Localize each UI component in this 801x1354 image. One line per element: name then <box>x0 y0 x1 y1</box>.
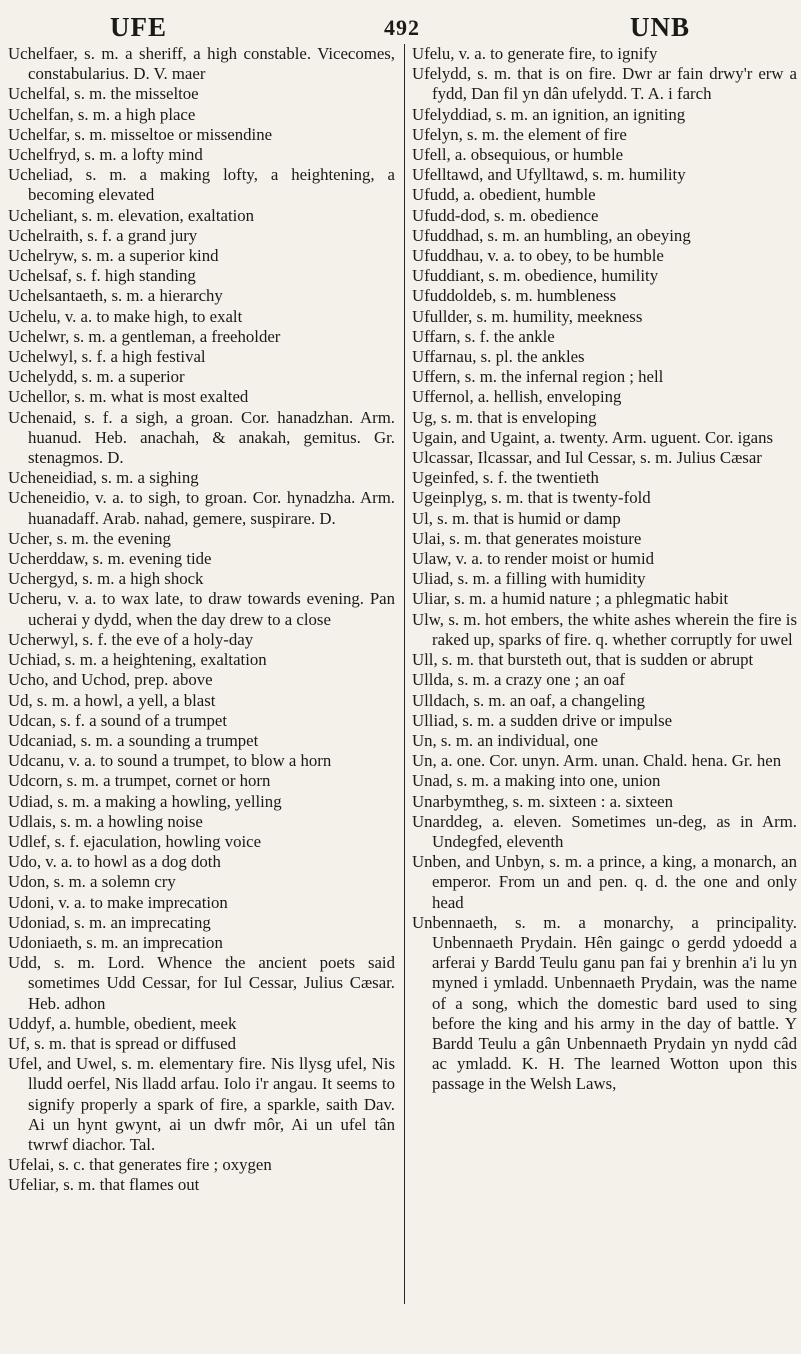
dictionary-entry: Unben, and Unbyn, s. m. a prince, a king, a monarch, an emperor. From un and pen. q. d. the one and only head <box>412 852 797 912</box>
dictionary-entry: Ufelyn, s. m. the element of fire <box>412 124 627 144</box>
dictionary-entry: Unad, s. m. a making into one, union <box>412 771 661 791</box>
dictionary-entry: Ucherddaw, s. m. evening tide <box>8 549 212 569</box>
dictionary-entry: Udd, s. m. Lord. Whence the ancient poets said sometimes Udd Cessar, for Iul Cessar, Julius Cæsar. Heb. adhon <box>8 953 395 1013</box>
dictionary-entry: Uchelydd, s. m. a superior <box>8 367 185 387</box>
dictionary-entry: Unarbymtheg, s. m. sixteen : a. sixteen <box>412 791 673 811</box>
dictionary-entry: Ufelu, v. a. to generate fire, to ignify <box>412 44 658 63</box>
dictionary-entry: Ufudd, a. obedient, humble <box>412 185 596 205</box>
dictionary-entry: Ull, s. m. that bursteth out, that is sudden or abrupt <box>412 650 754 670</box>
column-divider <box>404 44 405 1304</box>
dictionary-entry: Uliad, s. m. a filling with humidity <box>412 569 646 589</box>
dictionary-entry: Ugain, and Ugaint, a. twenty. Arm. uguent. Cor. igans <box>412 427 774 447</box>
dictionary-entry: Ucho, and Uchod, prep. above <box>8 670 213 690</box>
dictionary-entry: Unbennaeth, s. m. a monarchy, a principality. Unbennaeth Prydain. Hên gaingc o gerdd ydoedd a arferai y Bardd Teulu ganu pan fai y brenhin a'i lu yn myned i ymladd. Unbennaeth Prydain, was the name of a song, which the domestic bard used to sing before the king and his army in the day of battle. Y Bardd Teulu a gân Unbennaeth Prydain yn nydd câd ac ymladd. K. H. The learned Wotton upon this passage in the Welsh Laws, <box>412 912 797 1094</box>
left-column <box>8 44 395 1196</box>
dictionary-entry: Ullda, s. m. a crazy one ; an oaf <box>412 670 625 690</box>
dictionary-entry: Uchelu, v. a. to make high, to exalt <box>8 306 243 326</box>
dictionary-entry: Ufell, a. obsequious, or humble <box>412 145 624 165</box>
dictionary-entry: Uchelsantaeth, s. m. a hierarchy <box>8 286 223 306</box>
dictionary-entry: Ucher, s. m. the evening <box>8 528 171 548</box>
dictionary-entry: Ufullder, s. m. humility, meekness <box>412 306 643 326</box>
page-header <box>0 6 801 44</box>
dictionary-entry: Uchelwr, s. m. a gentleman, a freeholder <box>8 326 281 346</box>
dictionary-entry: Udoniad, s. m. an imprecating <box>8 912 211 932</box>
dictionary-entry: Ufelyddiad, s. m. an ignition, an igniting <box>412 104 686 124</box>
dictionary-entry: Uchenaid, s. f. a sigh, a groan. Cor. hanadzhan. Arm. huanud. Heb. anachah, & anakah, gemitus. Gr. stenagmos. D. <box>8 407 395 468</box>
dictionary-entry: Uchiad, s. m. a heightening, exaltation <box>8 650 267 670</box>
dictionary-entry: Udcaniad, s. m. a sounding a trumpet <box>8 730 259 750</box>
dictionary-entry: Uchelfal, s. m. the misseltoe <box>8 84 199 104</box>
dictionary-entry: Uchelfan, s. m. a high place <box>8 104 196 124</box>
dictionary-entry: Uffern, s. m. the infernal region ; hell <box>412 367 664 387</box>
running-head-right: UNB <box>630 12 691 42</box>
dictionary-entry: Ulliad, s. m. a sudden drive or impulse <box>412 710 673 730</box>
dictionary-entry: Udoniaeth, s. m. an imprecation <box>8 932 223 952</box>
dictionary-entry: Uf, s. m. that is spread or diffused <box>8 1033 237 1053</box>
dictionary-entry: Uchelsaf, s. f. high standing <box>8 266 196 286</box>
page-number: 492 <box>384 15 420 40</box>
dictionary-entry: Ufelltawd, and Ufylltawd, s. m. humility <box>412 165 686 185</box>
dictionary-entry: Uddyf, a. humble, obedient, meek <box>8 1013 237 1033</box>
dictionary-entry: Uchelfaer, s. m. a sheriff, a high constable. Vicecomes, constabularius. D. V. maer <box>8 44 395 84</box>
dictionary-entry: Udoni, v. a. to make imprecation <box>8 892 228 912</box>
dictionary-entry: Uchelwyl, s. f. a high festival <box>8 347 206 367</box>
dictionary-entry: Ul, s. m. that is humid or damp <box>412 508 621 528</box>
dictionary-entry: Ulai, s. m. that generates moisture <box>412 528 642 548</box>
dictionary-entry: Udon, s. m. a solemn cry <box>8 872 176 892</box>
dictionary-entry: Uchellor, s. m. what is most exalted <box>8 387 249 407</box>
dictionary-entry: Ulcassar, Ilcassar, and Iul Cessar, s. m. Julius Cæsar <box>412 448 762 468</box>
dictionary-entry: Ucherwyl, s. f. the eve of a holy-day <box>8 629 254 649</box>
dictionary-entry: Uliar, s. m. a humid nature ; a phlegmatic habit <box>412 589 729 609</box>
dictionary-entry: Udcorn, s. m. a trumpet, cornet or horn <box>8 771 271 791</box>
dictionary-entry: Uffernol, a. hellish, enveloping <box>412 387 622 407</box>
dictionary-entry: Ud, s. m. a howl, a yell, a blast <box>8 690 216 710</box>
dictionary-entry: Un, a. one. Cor. unyn. Arm. unan. Chald. hena. Gr. hen <box>412 751 782 771</box>
dictionary-entry: Ufudd-dod, s. m. obedience <box>412 205 599 225</box>
dictionary-entry: Ucheneidiad, s. m. a sighing <box>8 468 199 488</box>
dictionary-entry: Ufelydd, s. m. that is on fire. Dwr ar fain drwy'r erw a fydd, Dan fil yn dân ufelydd. T. A. i farch <box>412 64 797 104</box>
dictionary-entry: Uchergyd, s. m. a high shock <box>8 569 204 589</box>
dictionary-entry: Udlais, s. m. a howling noise <box>8 811 203 831</box>
dictionary-entry: Uchelfryd, s. m. a lofty mind <box>8 145 203 165</box>
dictionary-entry: Ucheliant, s. m. elevation, exaltation <box>8 205 255 225</box>
dictionary-entry: Ugeinplyg, s. m. that is twenty-fold <box>412 488 651 508</box>
dictionary-entry: Uffarn, s. f. the ankle <box>412 326 555 346</box>
dictionary-entry: Uchelfar, s. m. misseltoe or missendine <box>8 124 273 144</box>
dictionary-entry: Uffarnau, s. pl. the ankles <box>412 347 585 367</box>
dictionary-entry: Ug, s. m. that is enveloping <box>412 407 597 427</box>
dictionary-entry: Ulldach, s. m. an oaf, a changeling <box>412 690 645 710</box>
dictionary-entry: Ugeinfed, s. f. the twentieth <box>412 468 599 488</box>
dictionary-entry: Un, s. m. an individual, one <box>412 730 598 750</box>
dictionary-entry: Udcan, s. f. a sound of a trumpet <box>8 710 228 730</box>
dictionary-entry: Ufuddiant, s. m. obedience, humility <box>412 266 659 286</box>
dictionary-entry: Udlef, s. f. ejaculation, howling voice <box>8 831 262 851</box>
dictionary-entry: Ufuddhad, s. m. an humbling, an obeying <box>412 225 691 245</box>
dictionary-entry: Ucheneidio, v. a. to sigh, to groan. Cor. hynadzha. Arm. huanadaff. Arab. nahad, gemere, suspirare. D. <box>8 488 395 528</box>
right-column <box>412 44 797 1095</box>
dictionary-entry: Unarddeg, a. eleven. Sometimes un-deg, as in Arm. Undegfed, eleventh <box>412 811 797 851</box>
dictionary-entry: Ucheru, v. a. to wax late, to draw towards evening. Pan ucherai y dydd, when the day drew to a close <box>8 589 395 629</box>
dictionary-entry: Udo, v. a. to howl as a dog doth <box>8 852 221 872</box>
dictionary-entry: Ufel, and Uwel, s. m. elementary fire. Nis llysg ufel, Nis lludd oerfel, Nis lladd arfau. Iolo i'r angau. It seems to signify properly a spark of fire, a sparkle, saith Dav. Ai un hynt gwynt, ai un dwfr môr, Ai un ufel tân twrwf diachor. Tal. <box>8 1054 395 1154</box>
dictionary-entry: Ulaw, v. a. to render moist or humid <box>412 549 655 569</box>
dictionary-entry: Ufelai, s. c. that generates fire ; oxygen <box>8 1155 272 1175</box>
dictionary-entry: Ufuddoldeb, s. m. humbleness <box>412 286 617 306</box>
dictionary-entry: Uchelryw, s. m. a superior kind <box>8 246 219 266</box>
running-head-left: UFE <box>110 12 167 42</box>
dictionary-entry: Udcanu, v. a. to sound a trumpet, to blow a horn <box>8 751 332 771</box>
dictionary-entry: Ufeliar, s. m. that flames out <box>8 1175 200 1195</box>
dictionary-entry: Ucheliad, s. m. a making lofty, a heightening, a becoming elevated <box>8 165 395 205</box>
dictionary-entry: Udiad, s. m. a making a howling, yelling <box>8 791 282 811</box>
dictionary-entry: Ulw, s. m. hot embers, the white ashes wherein the fire is raked up, sparks of fire. q. whether corruptly for uwel <box>412 609 797 649</box>
dictionary-entry: Uchelraith, s. f. a grand jury <box>8 225 198 245</box>
dictionary-entry: Ufuddhau, v. a. to obey, to be humble <box>412 246 664 266</box>
